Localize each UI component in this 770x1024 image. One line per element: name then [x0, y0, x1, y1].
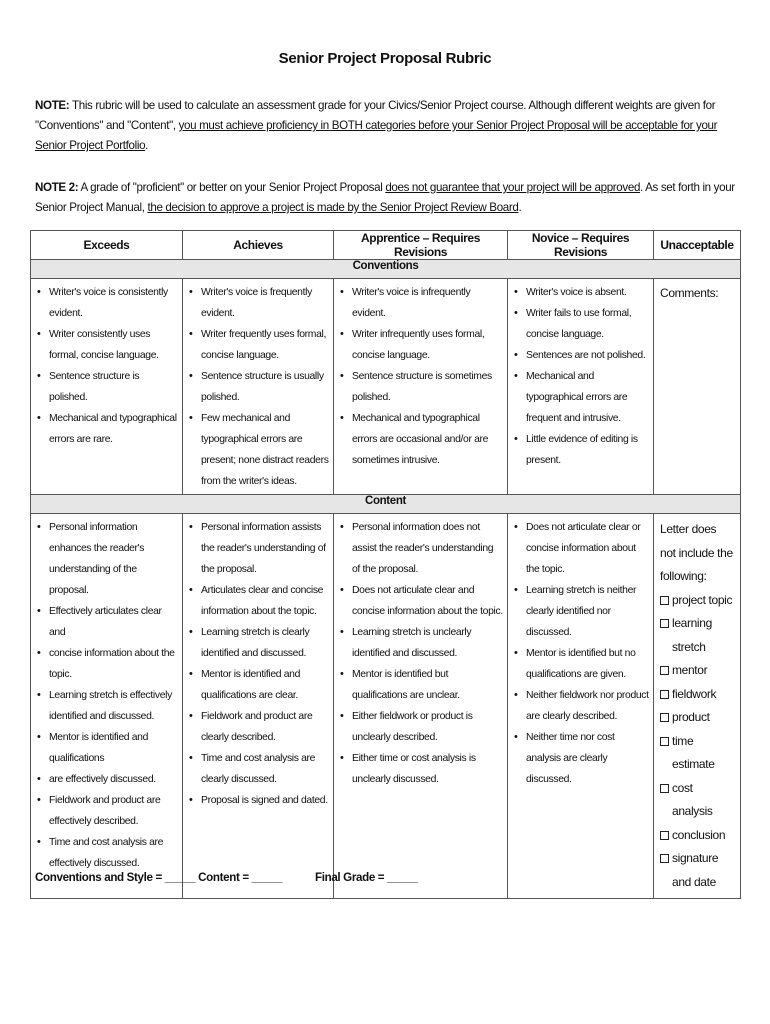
header-exceeds: Exceeds [31, 231, 183, 260]
conventions-novice-cell [508, 279, 654, 495]
checklist-label: project topic [672, 592, 733, 607]
checklist-item [660, 706, 734, 730]
criterion: • Mentor is identified but qualifications are unclear. [340, 664, 503, 706]
note-1-label: NOTE: [35, 99, 70, 112]
criterion: • Writer frequently uses formal, concise language. [189, 324, 329, 366]
criterion: • Fieldwork and product are clearly described. [189, 706, 329, 748]
note-1-underlined: you must achieve proficiency in BOTH categories before your Senior Project Proposal will be acceptable for your Senior Project Portfolio [35, 119, 718, 152]
note-1-end: . [145, 139, 149, 152]
content-achieves-cell [183, 514, 334, 899]
criterion: • are effectively discussed. [37, 769, 178, 790]
note-2-text: A grade of "proficient" or better on your Senior Project Proposal [78, 181, 386, 194]
checklist-item [660, 847, 734, 894]
criterion: • Sentences are not polished. [514, 345, 649, 366]
criterion: • Little evidence of editing is present. [514, 429, 649, 471]
criterion: • Mentor is identified and qualifications [37, 727, 178, 769]
checkbox-icon [660, 737, 669, 746]
header-row [31, 231, 741, 260]
conventions-row [31, 279, 741, 495]
criterion: • Learning stretch is clearly identified and discussed. [189, 622, 329, 664]
header-novice: Novice – Requires Revisions [508, 231, 654, 260]
checkbox-icon [660, 854, 669, 863]
section-row-conventions [31, 260, 741, 279]
checkbox-icon [660, 831, 669, 840]
note-1 [35, 96, 735, 156]
content-exceeds-cell [31, 514, 183, 899]
note-2-text-b: . As set forth in your Senior Project Manual, [35, 181, 735, 214]
criterion: • Sentence structure is sometimes polished. [340, 366, 503, 408]
criterion: • Mechanical and typographical errors are frequent and intrusive. [514, 366, 649, 429]
criterion: • Writer's voice is absent. [514, 282, 649, 303]
criterion: • Writer's voice is frequently evident. [189, 282, 329, 324]
section-title-content: Content [31, 495, 741, 514]
conventions-exceeds-cell [31, 279, 183, 495]
final-grade-line: Final Grade = _____ [315, 871, 418, 884]
note-2-underlined-2: the decision to approve a project is made by the Senior Project Review Board [147, 201, 519, 214]
header-achieves: Achieves [183, 231, 334, 260]
section-row-content [31, 495, 741, 514]
criterion: • Either time or cost analysis is unclearly discussed. [340, 748, 503, 790]
criterion: • Time and cost analysis are effectively discussed. [37, 832, 178, 874]
criterion: • Few mechanical and typographical errors are present; none distract readers from the writer's ideas. [189, 408, 329, 492]
checkbox-icon [660, 666, 669, 675]
checklist-label: cost analysis [672, 780, 713, 818]
criterion: • Does not articulate clear or concise information about the topic. [514, 517, 649, 580]
criterion: • Writer infrequently uses formal, concise language. [340, 324, 503, 366]
checklist-item [660, 589, 734, 613]
checklist-label: fieldwork [672, 686, 717, 701]
criterion: • Sentence structure is polished. [37, 366, 178, 408]
comments-label: Comments: [660, 286, 719, 300]
content-novice-cell [508, 514, 654, 899]
criterion: • Writer fails to use formal, concise language. [514, 303, 649, 345]
criterion: • Writer's voice is consistently evident. [37, 282, 178, 324]
checklist-label: learning stretch [672, 616, 712, 654]
note-2-underlined-1: does not guarantee that your project will be approved [385, 181, 641, 194]
checklist-item [660, 777, 734, 824]
checkbox-icon [660, 690, 669, 699]
criterion: • Learning stretch is neither clearly identified nor discussed. [514, 580, 649, 643]
criterion: • Mechanical and typographical errors are rare. [37, 408, 178, 450]
checklist-label: mentor [672, 663, 708, 677]
criterion: • Articulates clear and concise information about the topic. [189, 580, 329, 622]
conventions-achieves-cell [183, 279, 334, 495]
unacceptable-note [654, 514, 740, 898]
conventions-apprentice-cell [334, 279, 508, 495]
rubric-table [30, 230, 741, 899]
checklist-label: product [672, 710, 710, 724]
criterion: • Sentence structure is usually polished. [189, 366, 329, 408]
checklist-item [660, 659, 734, 683]
criterion: • Either fieldwork or product is unclearly described. [340, 706, 503, 748]
criterion: • Writer's voice is infrequently evident. [340, 282, 503, 324]
criterion: • concise information about the topic. [37, 643, 178, 685]
checklist-label: time estimate [672, 733, 715, 771]
conventions-unacceptable-cell [654, 279, 741, 495]
note-2 [35, 178, 735, 218]
criterion: • Proposal is signed and dated. [189, 790, 329, 811]
criterion: • Learning stretch is unclearly identified and discussed. [340, 622, 503, 664]
checkbox-icon [660, 619, 669, 628]
note-2-end: . [518, 201, 522, 214]
missing-items-checklist [660, 589, 734, 895]
checklist-item [660, 683, 734, 707]
checklist-item [660, 824, 734, 848]
criterion: • Personal information assists the reader's understanding of the proposal. [189, 517, 329, 580]
page-title: Senior Project Proposal Rubric [278, 50, 492, 67]
criterion: • Effectively articulates clear and [37, 601, 178, 643]
checkbox-icon [660, 596, 669, 605]
checkbox-icon [660, 784, 669, 793]
criterion: • Neither time nor cost analysis are clearly discussed. [514, 727, 649, 790]
criterion: • Does not articulate clear and concise information about the topic. [340, 580, 503, 622]
checklist-item [660, 730, 734, 777]
criterion: • Mentor is identified but no qualifications are given. [514, 643, 649, 685]
criterion: • Personal information enhances the reader's understanding of the proposal. [37, 517, 178, 601]
checklist-item [660, 612, 734, 659]
note-1-text: This rubric will be used to calculate an assessment grade for your Civics/Senior Project course. Although different weights are given for "Conventions" and "Content", [35, 99, 716, 132]
note-2-label: NOTE 2: [35, 181, 79, 194]
criterion: • Time and cost analysis are clearly discussed. [189, 748, 329, 790]
conventions-content-grade-line: Conventions and Style = _____ Content = _____ [35, 871, 283, 884]
criterion: • Writer consistently uses formal, concise language. [37, 324, 178, 366]
section-title-conventions: Conventions [31, 260, 741, 279]
checklist-label: signature and date [672, 851, 719, 889]
criterion: • Fieldwork and product are effectively described. [37, 790, 178, 832]
content-row [31, 514, 741, 899]
checkbox-icon [660, 713, 669, 722]
header-apprentice: Apprentice – Requires Revisions [334, 231, 508, 260]
header-unacceptable: Unacceptable [654, 231, 741, 260]
criterion: • Learning stretch is effectively identified and discussed. [37, 685, 178, 727]
unacceptable-intro: Letter does not include the following: [660, 522, 733, 583]
checklist-label: conclusion [672, 827, 726, 842]
criterion: • Mentor is identified and qualifications are clear. [189, 664, 329, 706]
criterion: • Neither fieldwork nor product are clearly described. [514, 685, 649, 727]
content-apprentice-cell [334, 514, 508, 899]
content-unacceptable-cell [654, 514, 741, 899]
criterion: • Mechanical and typographical errors are occasional and/or are sometimes intrusive. [340, 408, 503, 471]
criterion: • Personal information does not assist the reader's understanding of the proposal. [340, 517, 503, 580]
